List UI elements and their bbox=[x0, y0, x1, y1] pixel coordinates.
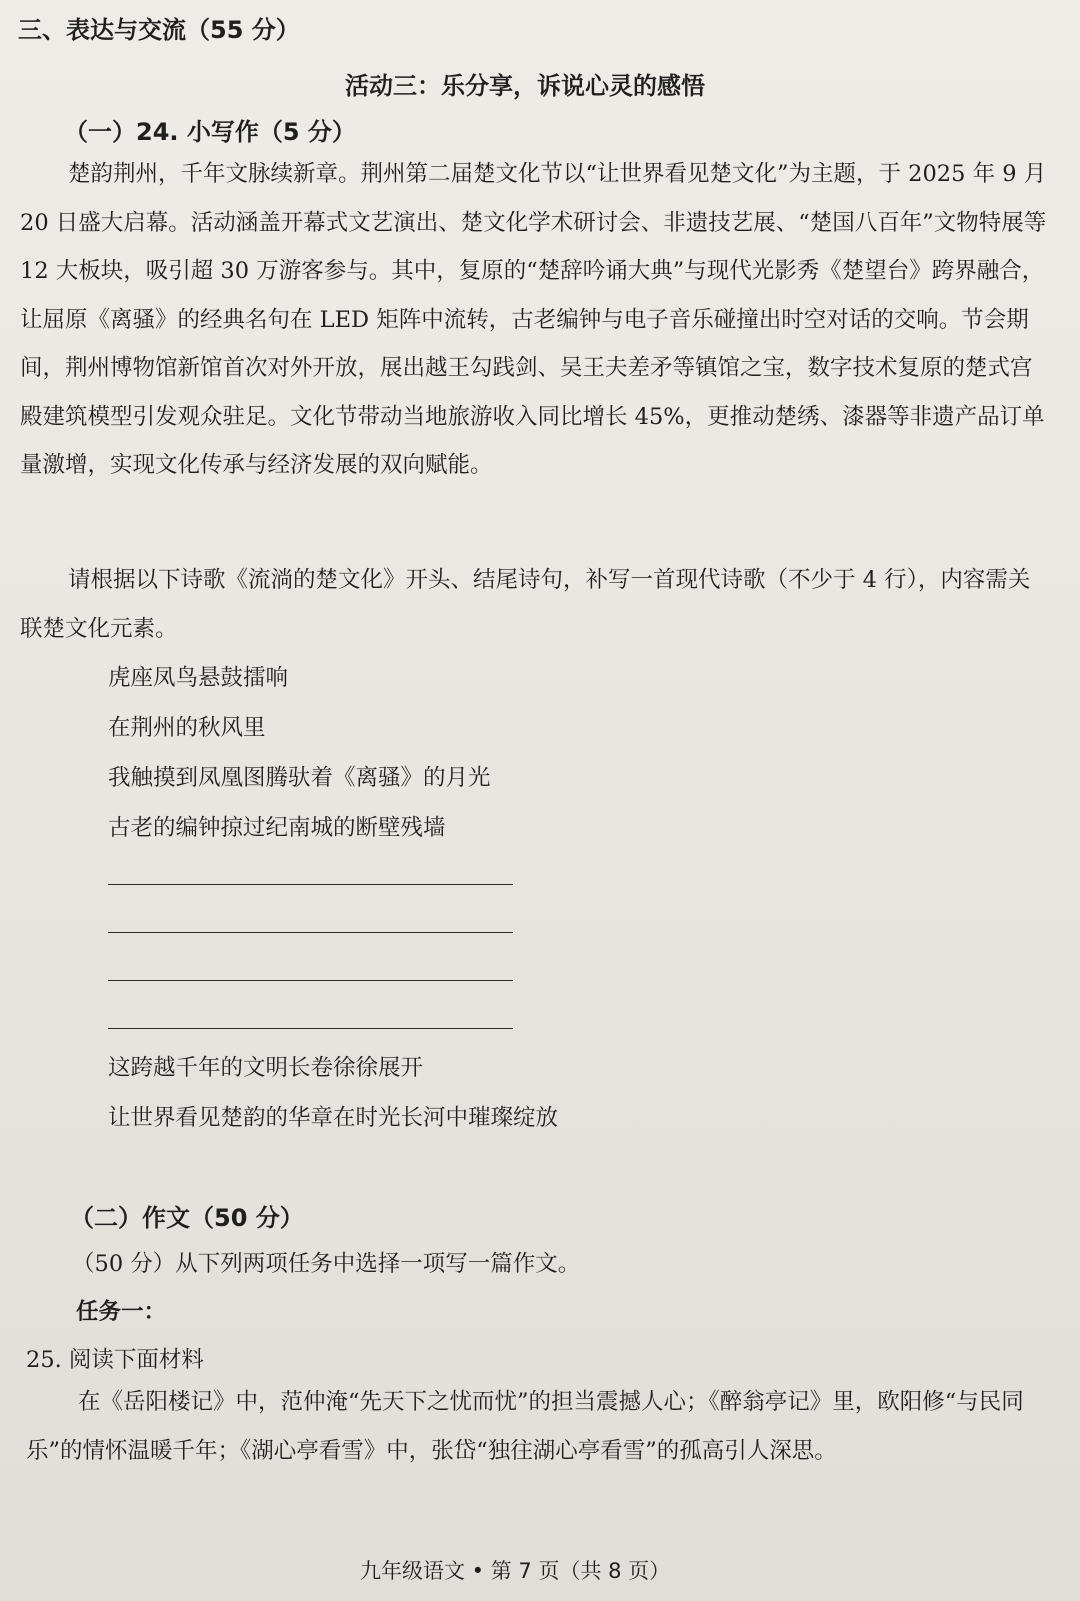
answer-blank-3[interactable] bbox=[108, 980, 513, 981]
q24-instruction: 请根据以下诗歌《流淌的楚文化》开头、结尾诗句，补写一首现代诗歌（不少于 4 行），内容需关联楚文化元素。 bbox=[20, 567, 1031, 642]
poem-closing-line-2: 让世界看见楚韵的华章在时光长河中璀璨绽放 bbox=[108, 1105, 559, 1131]
q25-intro: （50 分）从下列两项任务中选择一项写一篇作文。 bbox=[72, 1251, 581, 1277]
activity-title: 活动三：乐分享，诉说心灵的感悟 bbox=[345, 72, 705, 100]
q24-passage-block bbox=[20, 150, 1050, 490]
poem-line-3: 我触摸到凤凰图腾驮着《离骚》的月光 bbox=[108, 765, 491, 791]
task-one-label: 任务一： bbox=[76, 1299, 167, 1325]
q25-material: 在《岳阳楼记》中，范仲淹“先天下之忧而忧”的担当震撼人心；《醉翁亭记》里，欧阳修“与民同乐”的情怀温暖千年；《湖心亭看雪》中，张岱“独往湖心亭看雪”的孤高引人深思。 bbox=[26, 1389, 1024, 1464]
q25-material-block bbox=[26, 1378, 1046, 1475]
q24-instruction-block bbox=[20, 556, 1050, 653]
q25-heading: （二）作文（50 分） bbox=[70, 1204, 304, 1232]
answer-blank-1[interactable] bbox=[108, 884, 513, 885]
poem-line-2: 在荆州的秋风里 bbox=[108, 715, 266, 741]
q24-heading: （一）24. 小写作（5 分） bbox=[64, 118, 356, 146]
poem-line-4: 古老的编钟掠过纪南城的断壁残墙 bbox=[108, 815, 446, 841]
answer-blank-4[interactable] bbox=[108, 1028, 513, 1029]
q25-number: 25. 阅读下面材料 bbox=[26, 1347, 204, 1373]
poem-closing-line-1: 这跨越千年的文明长卷徐徐展开 bbox=[108, 1055, 424, 1081]
section-three-heading: 三、表达与交流（55 分） bbox=[18, 16, 300, 44]
page-footer: 九年级语文 • 第 7 页（共 8 页） bbox=[360, 1559, 671, 1583]
poem-line-1: 虎座凤鸟悬鼓擂响 bbox=[108, 665, 289, 691]
q24-passage: 楚韵荆州，千年文脉续新章。荆州第二届楚文化节以“让世界看见楚文化”为主题，于 2025 年 9 月 20 日盛大启幕。活动涵盖开幕式文艺演出、楚文化学术研讨会、非遗技艺展、“楚国八百年”文物特展等 12 大板块，吸引超 30 万游客参与。其中，复原的“楚辞吟诵大典”与现代光影秀《楚望台》跨界融合，让屈原《离骚》的经典名句在 LED 矩阵中流转，古老编钟与电子音乐碰撞出时空对话的交响。节会期间，荆州博物馆新馆首次对外开放，展出越王勾践剑、吴王夫差矛等镇馆之宝，数字技术复原的楚式宫殿建筑模型引发观众驻足。文化节带动当地旅游收入同比增长 45%，更推动楚绣、漆器等非遗产品订单量激增，实现文化传承与经济发展的双向赋能。 bbox=[20, 161, 1047, 478]
answer-blank-2[interactable] bbox=[108, 932, 513, 933]
